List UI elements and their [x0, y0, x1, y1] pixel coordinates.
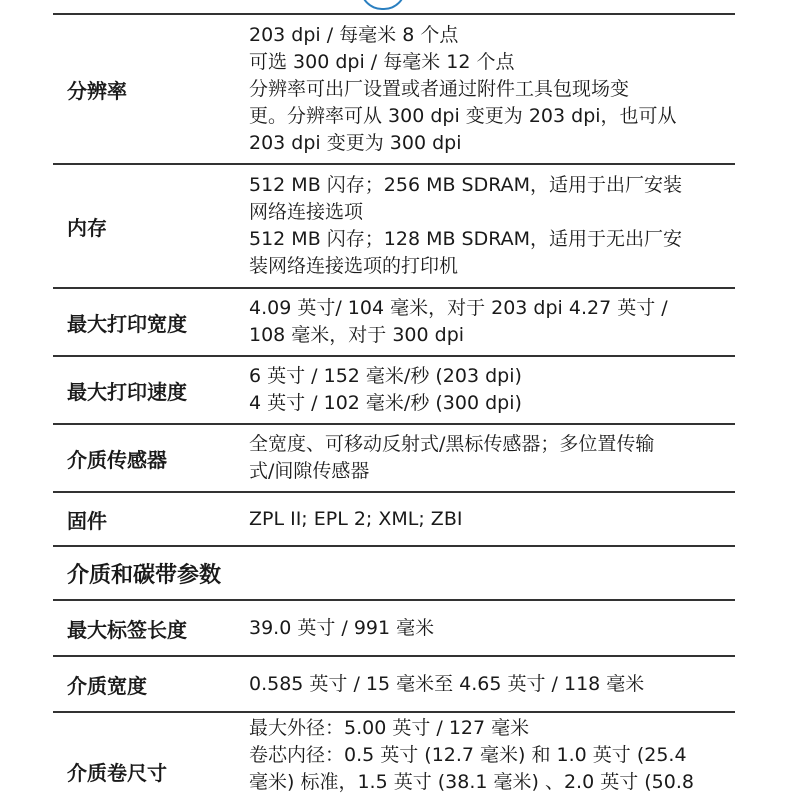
spec-value-line: 最大外径：5.00 英寸 / 127 毫米: [249, 717, 530, 739]
spec-value-line: 108 毫米，对于 300 dpi: [249, 324, 465, 346]
spec-value-line: 分辨率可出厂设置或者通过附件工具包现场变: [249, 77, 630, 100]
spec-value-line: 更。分辨率可从 300 dpi 变更为 203 dpi，也可从: [249, 104, 677, 127]
spec-label: 最大打印宽度: [67, 311, 187, 336]
spec-value-line: 网络连接选项: [249, 201, 364, 223]
spec-value-line: 203 dpi / 每毫米 8 个点: [249, 23, 459, 46]
spec-value: [233, 295, 735, 349]
spec-row-resolution: [53, 13, 735, 163]
spec-label: 固件: [67, 508, 107, 533]
spec-value-line: 全宽度、可移动反射式/黑标传感器；多位置传输: [249, 433, 655, 455]
spec-label: 介质卷尺寸: [67, 761, 167, 785]
spec-value-line: ZPL II; EPL 2; XML; ZBI: [249, 507, 463, 530]
spec-value: [233, 715, 735, 796]
spec-value-line: 203 dpi 变更为 300 dpi: [249, 131, 462, 154]
spec-value: [233, 172, 735, 280]
spec-label: 内存: [67, 215, 107, 240]
spec-value-line: 毫米) 标准，1.5 英寸 (38.1 毫米) 、2.0 英寸 (50.8: [249, 771, 694, 793]
spec-label: 最大标签长度: [67, 617, 187, 642]
spec-row-max-label-length: [53, 599, 735, 655]
spec-label: 介质传感器: [67, 447, 167, 472]
spec-value-line: 0.585 英寸 / 15 毫米至 4.65 英寸 / 118 毫米: [249, 672, 645, 695]
spec-row-memory: [53, 163, 735, 287]
spec-value-line: 4.09 英寸/ 104 毫米，对于 203 dpi 4.27 英寸 /: [249, 297, 668, 319]
spec-value-line: 39.0 英寸 / 991 毫米: [249, 616, 435, 639]
section-title: 介质和碳带参数: [53, 545, 735, 599]
spec-value: [233, 615, 735, 642]
spec-row-max-print-speed: [53, 355, 735, 423]
spec-table: [53, 13, 735, 811]
spec-value-line: 6 英寸 / 152 毫米/秒 (203 dpi): [249, 365, 522, 387]
spec-value: [233, 431, 735, 485]
spec-value-line: 512 MB 闪存；128 MB SDRAM，适用于无出厂安: [249, 228, 683, 250]
spec-row-media-sensor: [53, 423, 735, 491]
spec-value-line: 可选 300 dpi / 每毫米 12 个点: [249, 50, 515, 73]
spec-value: [233, 22, 735, 157]
spec-label: 分辨率: [67, 78, 127, 103]
spec-value-line: 卷芯内径：0.5 英寸 (12.7 毫米) 和 1.0 英寸 (25.4: [249, 744, 687, 766]
spec-label: 最大打印速度: [67, 379, 187, 404]
spec-label: 介质宽度: [67, 673, 147, 698]
spec-value-line: 512 MB 闪存；256 MB SDRAM，适用于出厂安装: [249, 174, 683, 196]
spec-row-firmware: [53, 491, 735, 545]
spec-value-line: 装网络连接选项的打印机: [249, 255, 459, 277]
spec-value: [233, 506, 735, 533]
spec-row-media-roll-size: [53, 711, 735, 811]
spec-row-max-print-width: [53, 287, 735, 355]
spec-value-line: 式/间隙传感器: [249, 460, 370, 482]
spec-value: [233, 363, 735, 417]
spec-value: [233, 671, 735, 698]
spec-value-line: 4 英寸 / 102 毫米/秒 (300 dpi): [249, 392, 522, 414]
spec-row-media-width: [53, 655, 735, 711]
logo-badge-fragment: [360, 0, 406, 10]
